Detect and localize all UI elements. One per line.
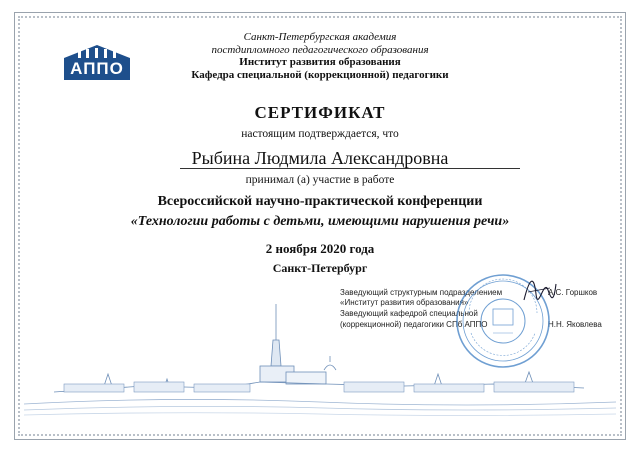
academy-name-line2: постдипломного педагогического образования <box>211 43 429 56</box>
signature-2-name: Н.Н. Яковлева <box>548 320 602 329</box>
handwritten-signature-icon <box>520 270 560 310</box>
department-name: Кафедра специальной (коррекционной) педагогики <box>191 68 449 81</box>
event-date: 2 ноября 2020 года <box>265 241 375 256</box>
name-underline <box>180 168 520 169</box>
confirm-text: настоящим подтверждается, что <box>241 128 399 140</box>
signature-1-name: А.С. Горшков <box>548 288 598 297</box>
signature-2-role-line1: Заведующий кафедрой специальной <box>340 309 478 318</box>
recipient-name: Рыбина Людмила Александровна <box>191 148 449 168</box>
event-city: Санкт-Петербург <box>272 261 368 275</box>
certificate-title: СЕРТИФИКАТ <box>254 103 386 122</box>
signature-1-role-line1: Заведующий структурным подразделением <box>340 288 503 297</box>
logo-roof-icon <box>64 44 130 58</box>
signature-2-role-line2: (коррекционной) педагогики СПб АППО <box>340 320 488 329</box>
institute-name: Институт развития образования <box>239 56 401 68</box>
conference-name: Всероссийской научно-практической конференции <box>157 194 483 209</box>
academy-name-line1: Санкт-Петербургская академия <box>243 31 397 43</box>
participation-text: принимал (а) участие в работе <box>245 174 395 186</box>
signature-1-role-line2: «Институт развития образования» <box>340 298 469 307</box>
appo-logo <box>64 44 130 80</box>
conference-topic: «Технологии работы с детьми, имеющими нарушения речи» <box>130 214 510 229</box>
logo-text: АППО <box>64 58 130 80</box>
